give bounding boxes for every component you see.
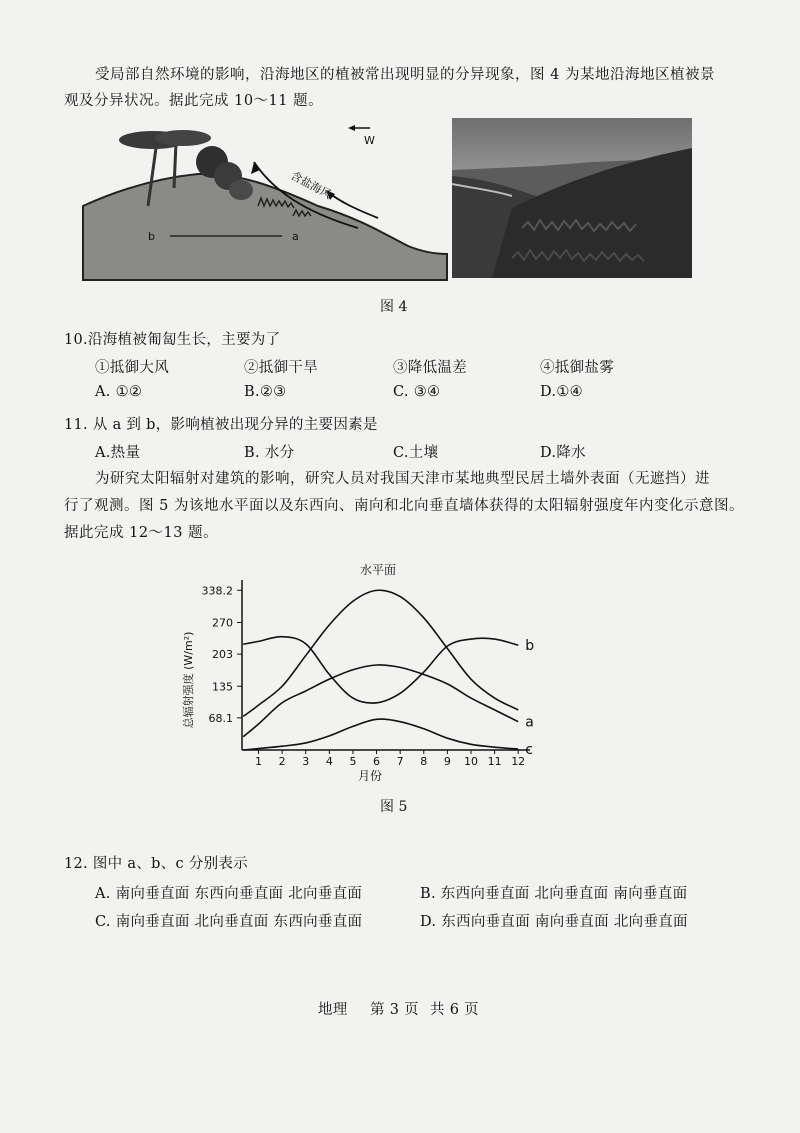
x-tick-label: 2: [278, 755, 286, 768]
x-tick-label: 12: [511, 755, 526, 768]
q10-item-2: ②抵御干旱: [244, 360, 318, 376]
footer-page: 第 3 页: [370, 1002, 419, 1018]
footer-total: 共 6 页: [430, 1002, 479, 1018]
x-tick-label: 7: [396, 755, 404, 768]
intro1-line2: 观及分异状况。据此完成 10～11 题。: [64, 93, 324, 109]
x-tick-label: 8: [420, 755, 428, 768]
x-tick-label: 5: [349, 755, 357, 768]
figure5-chart: [180, 560, 550, 785]
q10-option-a[interactable]: A. ①②: [95, 384, 143, 400]
x-tick-label: 11: [487, 755, 502, 768]
chart-x-axis-label: 月份: [357, 769, 383, 783]
x-tick-label: 9: [443, 755, 451, 768]
wind-label: 含盐海风: [288, 169, 334, 202]
y-tick-label: 135: [212, 680, 233, 694]
series-line-0: [243, 590, 518, 716]
series-line-2: [243, 665, 518, 737]
q10-stem: 10.沿海植被匍匐生长，主要为了: [64, 332, 281, 348]
chart-title: 水平面: [359, 563, 397, 577]
intro2-line1: 为研究太阳辐射对建筑的影响，研究人员对我国天津市某地典型民居土墙外表面（无遮挡）进: [95, 471, 710, 487]
x-tick-label: 1: [255, 755, 263, 768]
x-tick-label: 3: [302, 755, 310, 768]
q10-item-3: ③降低温差: [393, 360, 467, 376]
figure4-caption: 图 4: [380, 299, 408, 315]
intro-paragraph-1: [95, 62, 745, 88]
intro-paragraph-1b: [64, 88, 744, 114]
series-label-a: a: [525, 714, 534, 731]
q10-item-4: ④抵御盐雾: [540, 360, 614, 376]
x-tick-label: 6: [373, 755, 381, 768]
point-b-label: b: [148, 230, 155, 243]
q10-option-c[interactable]: C. ③④: [393, 384, 441, 400]
figure4-diagram: [78, 118, 450, 286]
y-tick-label: 338.2: [201, 584, 233, 598]
q12-option-a[interactable]: A. 南向垂直面 东西向垂直面 北向垂直面: [95, 886, 363, 902]
chart-y-axis-label: 总辐射强度 (W/m²): [182, 631, 195, 729]
q12-option-b[interactable]: B. 东西向垂直面 北向垂直面 南向垂直面: [420, 886, 688, 902]
direction-label: W: [364, 134, 375, 147]
intro2-line3: 据此完成 12～13 题。: [64, 525, 219, 541]
q11-option-c[interactable]: C.土壤: [393, 445, 439, 461]
q11-stem: 11. 从 a 到 b，影响植被出现分异的主要因素是: [64, 417, 378, 433]
intro1-line1: 受局部自然环境的影响，沿海地区的植被常出现明显的分异现象，图 4 为某地沿海地区植被景: [95, 67, 715, 83]
q12-option-d[interactable]: D. 东西向垂直面 南向垂直面 北向垂直面: [420, 914, 688, 930]
q11-option-b[interactable]: B. 水分: [244, 445, 295, 461]
q12-option-c[interactable]: C. 南向垂直面 北向垂直面 东西向垂直面: [95, 914, 363, 930]
q10-option-b[interactable]: B.②③: [244, 384, 287, 400]
series-label-b: b: [525, 638, 535, 655]
y-tick-label: 68.1: [208, 711, 233, 725]
q10-option-d[interactable]: D.①④: [540, 384, 583, 400]
figure4-photo: [452, 118, 692, 278]
series-label-c: c: [525, 742, 533, 759]
x-tick-label: 4: [325, 755, 333, 768]
series-line-1: [243, 637, 518, 703]
footer-subject: 地理: [318, 1002, 348, 1018]
figure5-caption: 图 5: [380, 799, 408, 815]
q10-item-1: ①抵御大风: [95, 360, 169, 376]
q11-option-a[interactable]: A.热量: [95, 445, 141, 461]
q11-option-d[interactable]: D.降水: [540, 445, 586, 461]
series-line-3: [243, 719, 518, 750]
y-tick-label: 203: [212, 648, 233, 662]
point-a-label: a: [292, 230, 299, 243]
y-tick-label: 270: [212, 616, 233, 630]
q12-stem: 12. 图中 a、b、c 分别表示: [64, 856, 249, 872]
intro2-line2: 行了观测。图 5 为该地水平面以及东西向、南向和北向垂直墙体获得的太阳辐射强度年内变化示意图。: [64, 498, 744, 514]
x-tick-label: 10: [463, 755, 478, 768]
